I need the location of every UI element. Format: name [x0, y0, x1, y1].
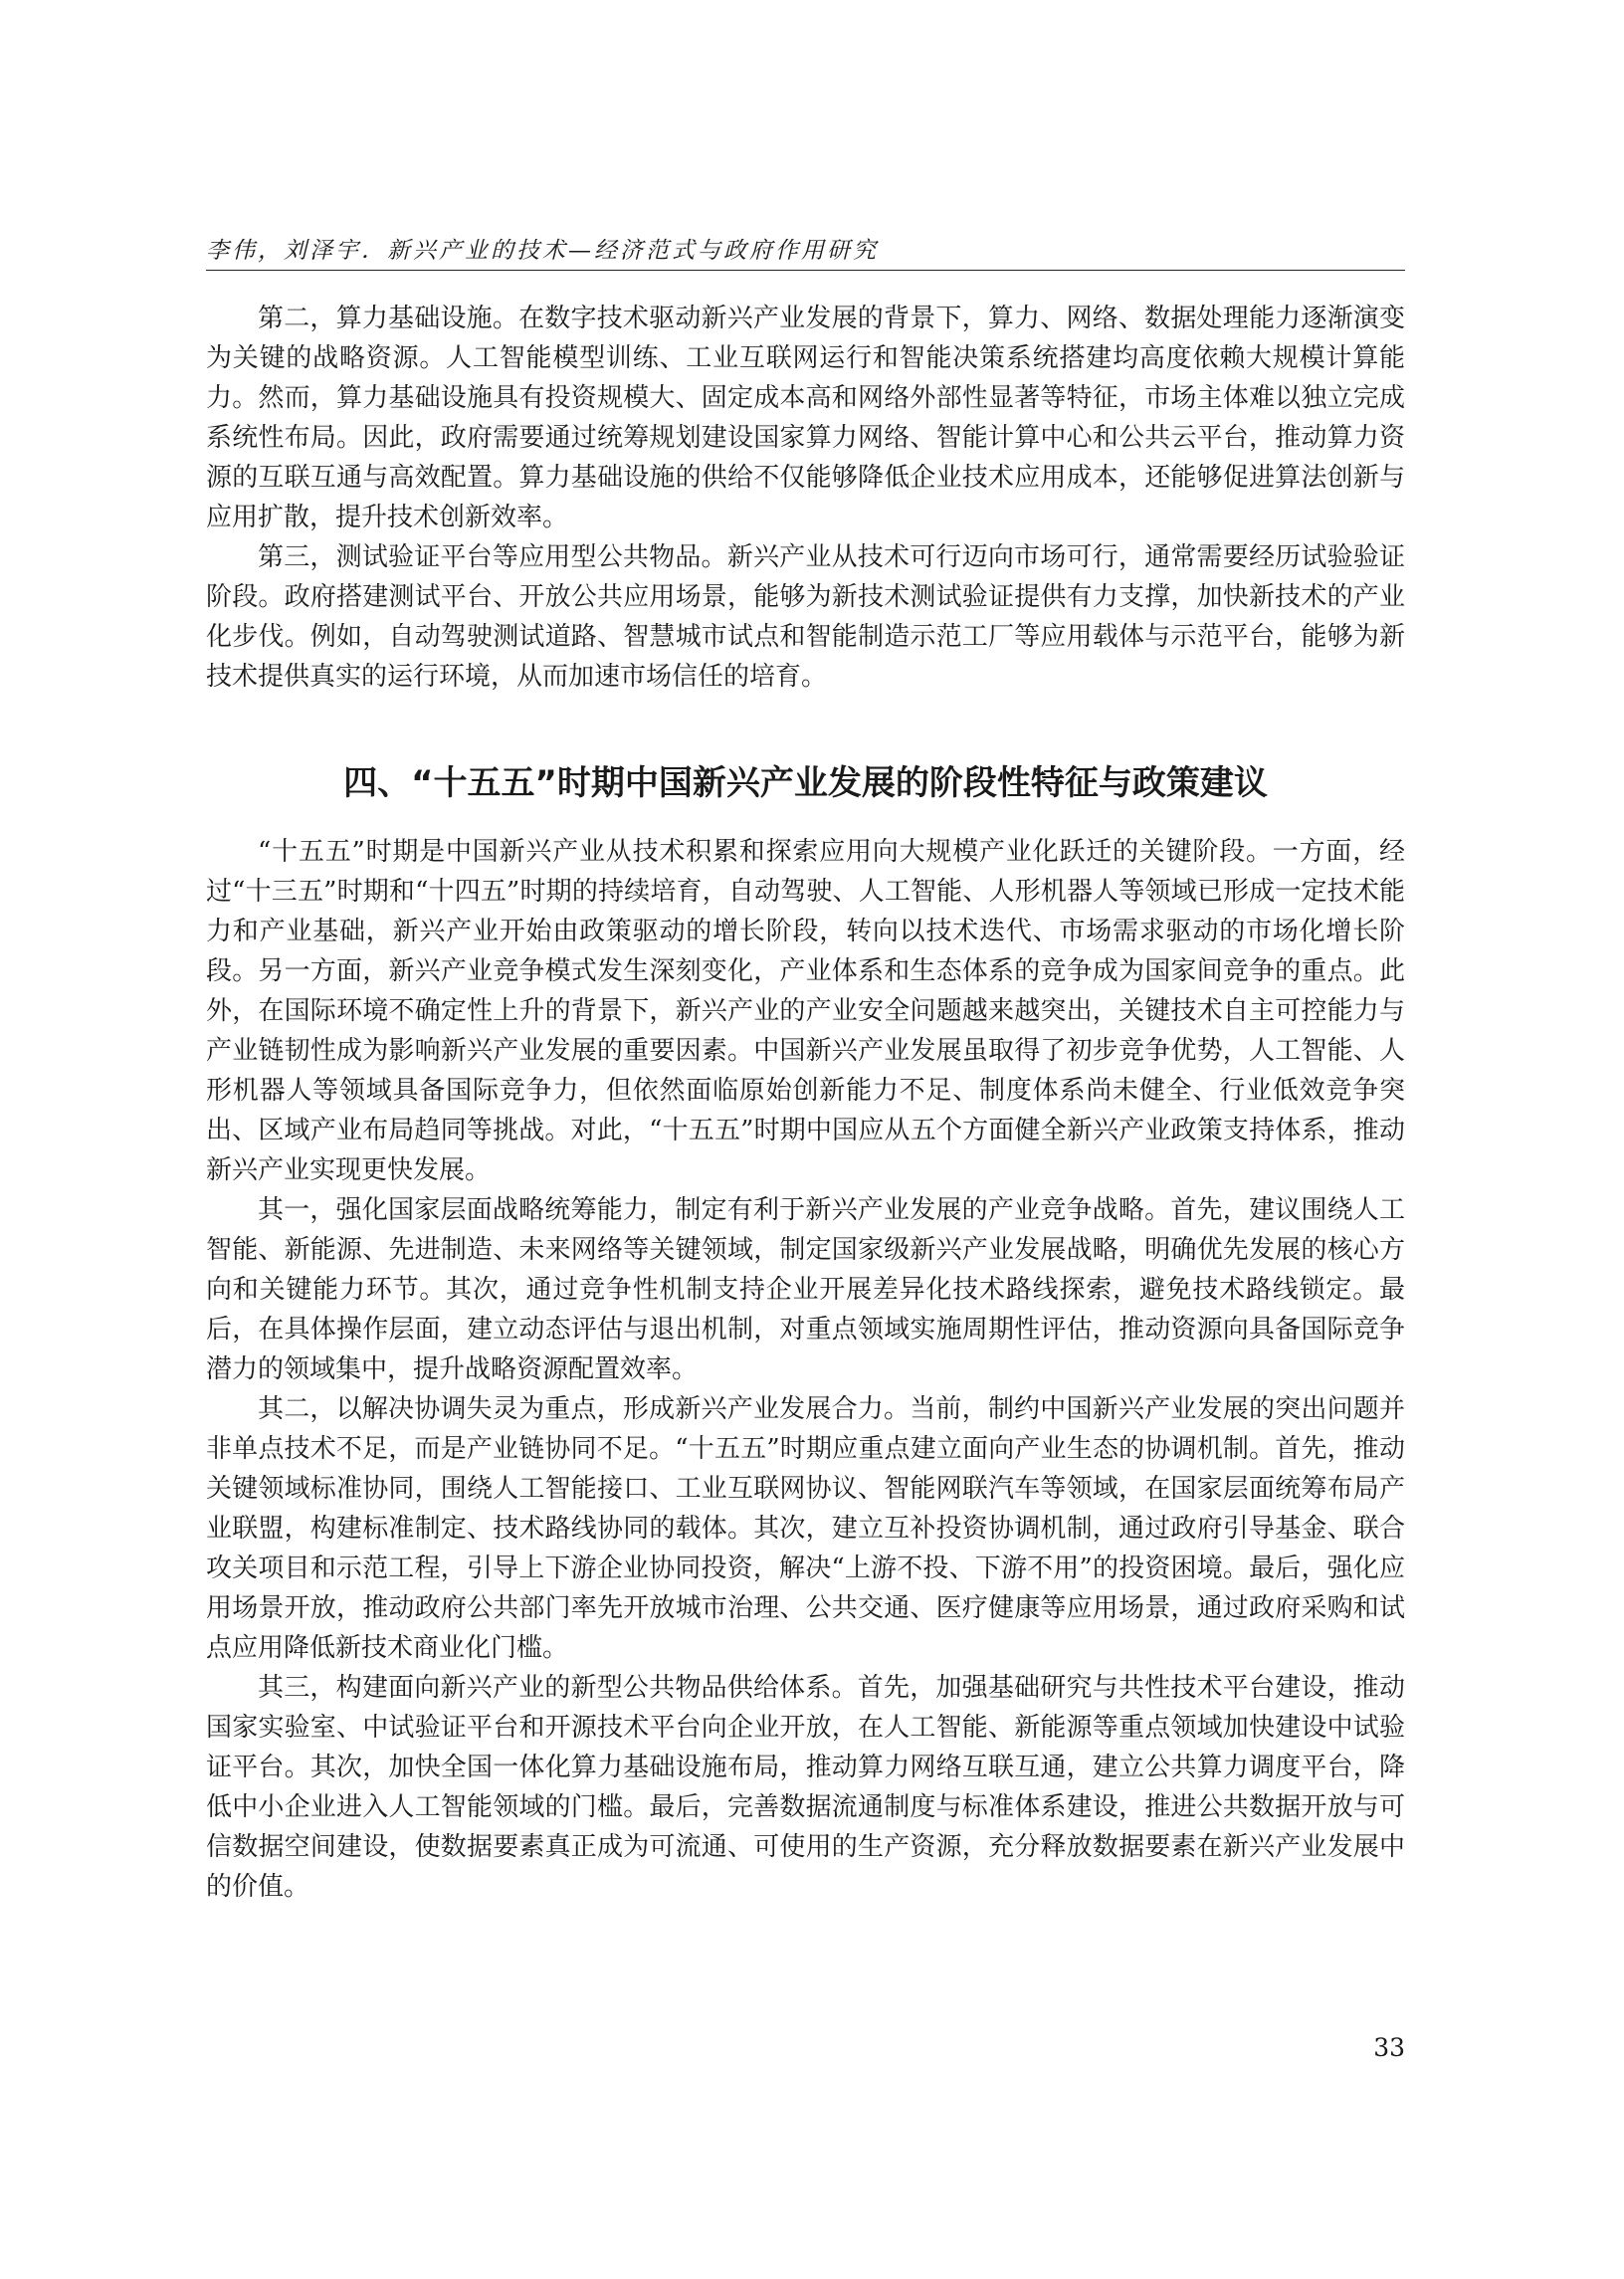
paragraph: 第三，测试验证平台等应用型公共物品。新兴产业从技术可行迈向市场可行，通常需要经历试验验证阶段。政府搭建测试平台、开放公共应用场景，能够为新技术测试验证提供有力支撑，加快新技术的产业化步伐。例如，自动驾驶测试道路、智慧城市试点和智能制造示范工厂等应用载体与示范平台，能够为新技术提供真实的运行环境，从而加速市场信任的培育。: [206, 542, 1405, 692]
page-number: 33: [1373, 2033, 1405, 2062]
paragraph: 其二，以解决协调失灵为重点，形成新兴产业发展合力。当前，制约中国新兴产业发展的突出问题并非单点技术不足，而是产业链协同不足。“十五五”时期应重点建立面向产业生态的协调机制。首先，推动关键领域标准协同，围绕人工智能接口、工业互联网协议、智能网联汽车等领域，在国家层面统筹布局产业联盟，构建标准制定、技术路线协同的载体。其次，建立互补投资协调机制，通过政府引导基金、联合攻关项目和示范工程，引导上下游企业协同投资，解决“上游不投、下游不用”的投资困境。最后，强化应用场景开放，推动政府公共部门率先开放城市治理、公共交通、医疗健康等应用场景，通过政府采购和试点应用降低新技术商业化门槛。: [206, 1394, 1405, 1663]
paragraph: 第二，算力基础设施。在数字技术驱动新兴产业发展的背景下，算力、网络、数据处理能力逐渐演变为关键的战略资源。人工智能模型训练、工业互联网运行和智能决策系统搭建均高度依赖大规模计算能力。然而，算力基础设施具有投资规模大、固定成本高和网络外部性显著等特征，市场主体难以独立完成系统性布局。因此，政府需要通过统筹规划建设国家算力网络、智能计算中心和公共云平台，推动算力资源的互联互通与高效配置。算力基础设施的供给不仅能够降低企业技术应用成本，还能够促进算法创新与应用扩散，提升技术创新效率。: [206, 304, 1405, 532]
paragraph: “十五五”时期是中国新兴产业从技术积累和探索应用向大规模产业化跃迁的关键阶段。一方面，经过“十三五”时期和“十四五”时期的持续培育，自动驾驶、人工智能、人形机器人等领域已形成一定技术能力和产业基础，新兴产业开始由政策驱动的增长阶段，转向以技术迭代、市场需求驱动的市场化增长阶段。另一方面，新兴产业竞争模式发生深刻变化，产业体系和生态体系的竞争成为国家间竞争的重点。此外，在国际环境不确定性上升的背景下，新兴产业的产业安全问题越来越突出，关键技术自主可控能力与产业链韧性成为影响新兴产业发展的重要因素。中国新兴产业发展虽取得了初步竞争优势，人工智能、人形机器人等领域具备国际竞争力，但依然面临原始创新能力不足、制度体系尚未健全、行业低效竞争突出、区域产业布局趋同等挑战。对此，“十五五”时期中国应从五个方面健全新兴产业政策支持体系，推动新兴产业实现更快发展。: [206, 837, 1405, 1185]
body-text-before-heading: [206, 299, 1405, 697]
section-heading: 四、“十五五”时期中国新兴产业发展的阶段性特征与政策建议: [343, 763, 1268, 803]
paragraph: 其三，构建面向新兴产业的新型公共物品供给体系。首先，加强基础研究与共性技术平台建设，推动国家实验室、中试验证平台和开源技术平台向企业开放，在人工智能、新能源等重点领域加快建设中试验证平台。其次，加快全国一体化算力基础设施布局，推动算力网络互联互通，建立公共算力调度平台，降低中小企业进入人工智能领域的门槛。最后，完善数据流通制度与标准体系建设，推进公共数据开放与可信数据空间建设，使数据要素真正成为可流通、可使用的生产资源，充分释放数据要素在新兴产业发展中的价值。: [206, 1673, 1405, 1902]
header-rule: [206, 270, 1405, 271]
running-header: 李伟，刘泽宇．新兴产业的技术—经济范式与政府作用研究: [206, 238, 879, 264]
paragraph: 其一，强化国家层面战略统筹能力，制定有利于新兴产业发展的产业竞争战略。首先，建议围绕人工智能、新能源、先进制造、未来网络等关键领域，制定国家级新兴产业发展战略，明确优先发展的核心方向和关键能力环节。其次，通过竞争性机制支持企业开展差异化技术路线探索，避免技术路线锁定。最后，在具体操作层面，建立动态评估与退出机制，对重点领域实施周期性评估，推动资源向具备国际竞争潜力的领域集中，提升战略资源配置效率。: [206, 1195, 1405, 1384]
body-text-after-heading: [206, 832, 1405, 1907]
